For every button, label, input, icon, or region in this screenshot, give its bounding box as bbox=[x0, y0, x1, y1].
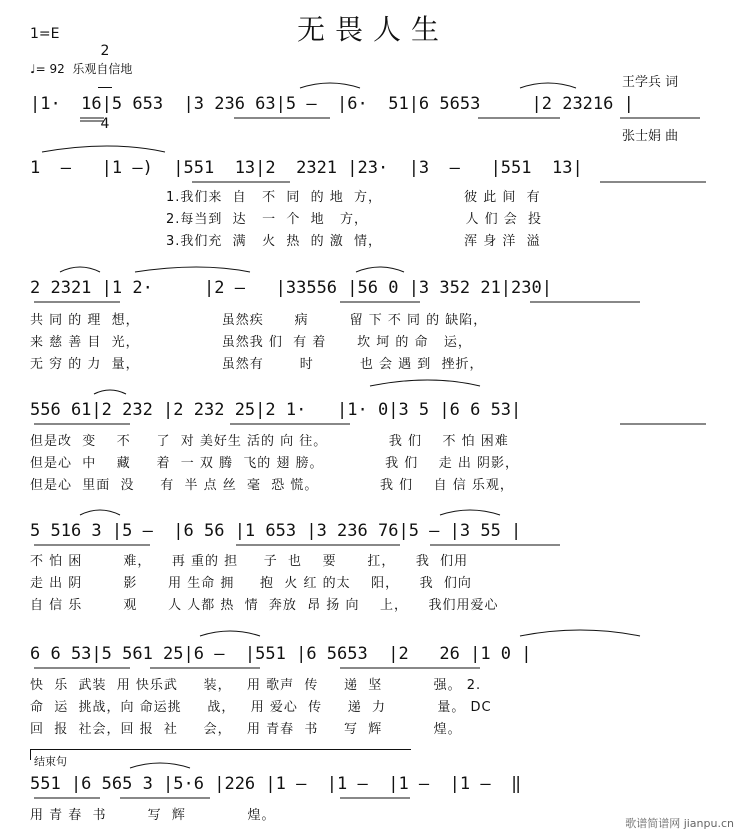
lyric-line-2-verse-2: 2.每当到 达 一 个 地 方， 人 们 会 投 bbox=[166, 212, 543, 227]
lyric-line-7-verse-1: 用 青 春 书 写 辉 煌。 bbox=[30, 808, 276, 823]
lyric-line-2-verse-3: 3.我们充 满 火 热 的 激 情， 浑 身 洋 溢 bbox=[166, 234, 541, 249]
lyric-line-5-verse-3: 自 信 乐 观 人 人都 热 情 奔放 昂 扬 向 上， 我们用爱心 bbox=[30, 598, 499, 613]
slur-mark bbox=[370, 380, 480, 386]
slur-mark bbox=[520, 83, 576, 88]
slur-mark bbox=[80, 510, 120, 515]
lyric-line-4-verse-2: 但是心 中 藏 着 一 双 腾 飞的 翅 膀。 我 们 走 出 阴影， bbox=[30, 456, 520, 471]
watermark: 歌谱简谱网 jianpu.cn bbox=[625, 817, 734, 830]
slur-mark bbox=[356, 267, 404, 272]
notation-line-7: 551 |6 565 3 |5·6 |226 |1 – |1 – |1 – |1 – ‖ bbox=[30, 774, 522, 794]
slur-mark bbox=[200, 631, 260, 636]
slur-mark bbox=[130, 763, 190, 768]
lyricist: 王学兵 词 bbox=[622, 75, 679, 90]
meter-top: 2 bbox=[100, 43, 110, 59]
meter-bottom: 4 bbox=[100, 116, 110, 132]
lyric-line-6-verse-3: 回 报 社会，回 报 社 会， 用 青春 书 写 辉 煌。 bbox=[30, 722, 462, 737]
composer: 张士娟 曲 bbox=[622, 129, 679, 144]
slur-mark bbox=[60, 267, 100, 272]
slur-mark bbox=[300, 83, 360, 88]
ending-bracket bbox=[30, 749, 411, 760]
notation-line-6: 6 6 53|5 561 25|6 – |551 |6 5653 |2 26 |1 0 | bbox=[30, 644, 532, 664]
notation-line-2: 1 – |1 –) |551 13|2 2321 |23· |3 – |551 13| bbox=[30, 158, 583, 178]
lyric-line-4-verse-3: 但是心 里面 没 有 半 点 丝 毫 恐 慌。 我 们 自 信 乐观， bbox=[30, 478, 514, 493]
lyric-line-2-verse-1: 1.我们来 自 不 同 的 地 方， 彼 此 间 有 bbox=[166, 190, 541, 205]
meter-bar bbox=[98, 87, 112, 88]
slur-mark bbox=[42, 146, 165, 152]
notation-line-3: 2 2321 |1 2· |2 – |33556 |56 0 |3 352 21|230| bbox=[30, 278, 552, 298]
notation-line-4: 556 61|2 232 |2 232 25|2 1· |1· 0|3 5 |6 6 53| bbox=[30, 400, 522, 420]
slur-mark bbox=[440, 510, 500, 515]
page-title: 无畏人生 bbox=[296, 13, 449, 46]
lyric-line-3-verse-1: 共 同 的 理 想， 虽然疾 病 留 下 不 同 的 缺陷， bbox=[30, 313, 488, 328]
notation-line-5: 5 516 3 |5 – |6 56 |1 653 |3 236 76|5 – |3 55 | bbox=[30, 521, 522, 541]
tempo-marking: ♩= 92 乐观自信地 bbox=[30, 62, 133, 76]
slur-mark bbox=[520, 630, 640, 636]
lyric-line-3-verse-3: 无 穷 的 力 量， 虽然有 时 也 会 遇 到 挫折， bbox=[30, 357, 484, 372]
lyric-line-5-verse-1: 不 怕 困 难， 再 重的 担 子 也 要 扛， 我 们用 bbox=[30, 554, 469, 569]
lyric-line-3-verse-2: 来 慈 善 目 光， 虽然我 们 有 着 坎 坷 的 命 运， bbox=[30, 335, 472, 350]
lyric-line-6-verse-1: 快 乐 武装 用 快乐武 装， 用 歌声 传 递 坚 强。 2. bbox=[30, 678, 482, 693]
ending-label: 结束句 bbox=[34, 755, 67, 768]
lyric-line-6-verse-2: 命 运 挑战，向 命运挑 战， 用 爱心 传 递 力 量。 DC bbox=[30, 700, 492, 715]
key-signature: 1=E bbox=[30, 26, 60, 42]
lyric-line-5-verse-2: 走 出 阴 影 用 生命 拥 抱 火 红 的太 阳， 我 们向 bbox=[30, 576, 472, 591]
lyric-line-4-verse-1: 但是改 变 不 了 对 美好生 活的 向 往。 我 们 不 怕 困难 bbox=[30, 434, 509, 449]
slur-mark bbox=[94, 390, 126, 394]
time-signature bbox=[98, 16, 112, 145]
notation-line-1: |1· 16|5 653 |3 236 63|5 – |6· 51|6 5653 |2 23216 | bbox=[30, 94, 634, 114]
slur-mark bbox=[135, 267, 250, 272]
